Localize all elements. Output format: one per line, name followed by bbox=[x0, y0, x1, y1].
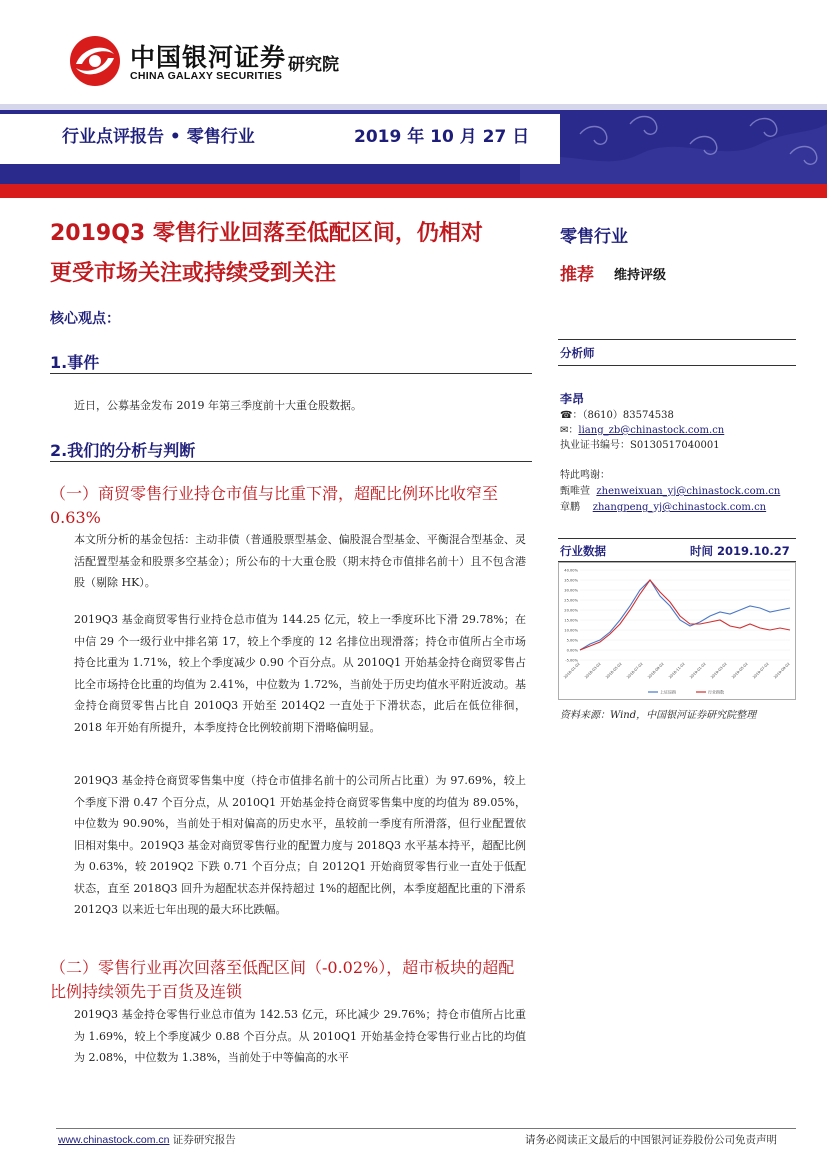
chart-y-tick-label: 15.00% bbox=[564, 618, 578, 623]
footer-website-link[interactable]: www.chinastock.com.cn bbox=[58, 1134, 170, 1146]
chart-x-tick-label: 2018-11-02 bbox=[668, 661, 686, 680]
analyst-email-row bbox=[560, 421, 724, 436]
thanks-name-2: 章鹏 bbox=[560, 502, 580, 513]
company-logo bbox=[68, 34, 388, 94]
analyst-license: 执业证书编号：S0130517040001 bbox=[560, 440, 720, 451]
paragraph-4-text: 2019Q3 基金持仓零售行业总市值为 142.53 亿元，环比减少 29.76%；持仓市值所占比重为 1.69%，较上个季度减少 0.88 个百分点。从 2010Q1 开始基金持仓零售行业占比的均值为 2.08%，中位数为 1.38%，当前处于中等偏高的水平 bbox=[74, 1008, 526, 1064]
chart-frame bbox=[559, 563, 796, 700]
chart-y-tick-label: 5.00% bbox=[566, 638, 578, 643]
chart-x-tick-label: 2019-05-02 bbox=[731, 661, 749, 680]
institute-label: 研究院 bbox=[288, 55, 339, 75]
chart-x-tick-label: 2019-09-02 bbox=[773, 661, 791, 680]
divider bbox=[50, 373, 532, 374]
chart-x-tick-label: 2018-09-02 bbox=[647, 661, 665, 680]
chart-y-tick-label: 10.00% bbox=[564, 628, 578, 633]
subsection-1-title: （一）商贸零售行业持仓市值与比重下滑，超配比例环比收窄至 0.63% bbox=[50, 484, 499, 527]
report-date: 2019 年 10 月 27 日 bbox=[354, 127, 530, 147]
divider bbox=[558, 365, 796, 366]
chart-y-tick-label: -5.00% bbox=[565, 658, 578, 663]
footer-left bbox=[58, 1132, 236, 1147]
report-title bbox=[50, 214, 540, 294]
subsection-2-title: （二）零售行业再次回落至低配区间（-0.02%），超市板块的超配比例持续领先于百货及连锁 bbox=[50, 958, 515, 1001]
paragraph-2-text: 2019Q3 基金商贸零售行业持仓总市值为 144.25 亿元，较上一季度环比下滑 29.78%；在中信 29 个一级行业中排名第 17，较上个季度的 12 名排位出现滑落；持仓市值所占全市场持仓比重为 1.71%，较上个季度减少 0.90 个百分点。从 2010Q1 开始基金持仓商贸零售占比全市场持仓比重的均值为 2.41%，中位数为 1.72%，当前处于历史均值水平附近波动。基金持仓商贸零售占比自 2010Q3 开始至 2014Q2 一直处于下滑状态，此后在低位徘徊，2018 年开始有所提升，本季度持仓比例较前期下滑略偏明显。 bbox=[74, 613, 526, 734]
thanks-row-1 bbox=[560, 482, 780, 497]
chart-x-tick-label: 2019-01-02 bbox=[689, 661, 707, 680]
chart-legend-label-2: 行业指数 bbox=[708, 689, 724, 695]
section-1-text: 近日，公募基金发布 2019 年第三季度前十大重仓股数据。 bbox=[74, 399, 362, 412]
report-title-line-1: 2019Q3 零售行业回落至低配区间，仍相对 bbox=[50, 221, 483, 246]
paragraph-4 bbox=[50, 1004, 526, 1069]
rating-note: 维持评级 bbox=[614, 268, 667, 283]
logo-chinese-name: 中国银河证券 bbox=[130, 43, 287, 72]
section-1-title: 1.事件 bbox=[50, 353, 100, 372]
core-view-label: 核心观点： bbox=[50, 311, 120, 327]
thanks-name-1: 甄唯萱 bbox=[560, 486, 590, 497]
industry-data-header: 行业数据 bbox=[560, 544, 606, 558]
section-2-title: 2.我们的分析与判断 bbox=[50, 441, 196, 460]
paragraph-1 bbox=[50, 529, 526, 594]
report-type: 行业点评报告 • 零售行业 bbox=[62, 127, 255, 147]
industry-data-time: 时间 2019.10.27 bbox=[690, 544, 790, 558]
chart-y-tick-label: 20.00% bbox=[564, 608, 578, 613]
footer-label: 证券研究报告 bbox=[169, 1134, 236, 1146]
chart-y-tick-label: 25.00% bbox=[564, 598, 578, 603]
footer-divider bbox=[56, 1128, 796, 1129]
chart-y-tick-label: 40.00% bbox=[564, 568, 578, 573]
chart-y-tick-label: 0.00% bbox=[566, 648, 578, 653]
chart-x-tick-label: 2018-07-02 bbox=[626, 661, 644, 680]
logo-english-name: CHINA GALAXY SECURITIES bbox=[130, 70, 283, 82]
thanks-email-link-1[interactable]: zhenweixuan_yj@chinastock.com.cn bbox=[596, 486, 781, 497]
divider bbox=[50, 461, 532, 462]
galaxy-logo-icon bbox=[68, 34, 122, 88]
thanks-label: 特此鸣谢： bbox=[560, 470, 610, 481]
paragraph-3 bbox=[50, 770, 526, 921]
chart-x-tick-label: 2019-03-02 bbox=[710, 661, 728, 680]
divider bbox=[558, 339, 796, 340]
chart-x-tick-label: 2018-01-02 bbox=[563, 661, 581, 680]
footer-disclaimer: 请务必阅读正文最后的中国银河证券股份公司免责声明 bbox=[525, 1134, 777, 1146]
paragraph-1-text: 本文所分析的基金包括：主动非债（普通股票型基金、偏股混合型基金、平衡混合型基金、灵活配置型基金和股票多空基金）；所公布的十大重仓股（期末持仓市值排名前十）且不包含港股（剔除 HK）。 bbox=[74, 533, 526, 589]
section-1-paragraph bbox=[50, 395, 526, 417]
chart-legend-label-1: 上证综指 bbox=[660, 689, 676, 695]
chart-source: 资料来源：Wind，中国银河证券研究院整理 bbox=[560, 710, 757, 721]
analyst-phone: ☎：（8610）83574538 bbox=[560, 410, 674, 421]
thanks-email-link-2[interactable]: zhangpeng_yj@chinastock.com.cn bbox=[592, 502, 767, 513]
email-icon: ✉： bbox=[560, 425, 579, 436]
chart-x-tick-label: 2019-07-02 bbox=[752, 661, 770, 680]
banner-red-stripe bbox=[0, 184, 827, 198]
sidebar-industry: 零售行业 bbox=[560, 227, 628, 247]
banner-decoration-icon bbox=[520, 104, 827, 196]
divider bbox=[558, 538, 796, 539]
rating-badge: 推荐 bbox=[560, 265, 594, 285]
chart-y-tick-label: 30.00% bbox=[564, 588, 578, 593]
analyst-header: 分析师 bbox=[560, 346, 595, 360]
chart-x-tick-label: 2018-03-02 bbox=[584, 661, 602, 680]
analyst-name: 李昂 bbox=[560, 392, 585, 406]
chart-y-tick-label: 35.00% bbox=[564, 578, 578, 583]
paragraph-2 bbox=[50, 609, 526, 738]
industry-index-chart bbox=[558, 562, 796, 700]
report-title-line-2: 更受市场关注或持续受到关注 bbox=[50, 261, 337, 286]
analyst-email-link[interactable]: liang_zb@chinastock.com.cn bbox=[578, 425, 725, 436]
chart-x-tick-label: 2018-05-02 bbox=[605, 661, 623, 680]
paragraph-3-text: 2019Q3 基金持仓商贸零售集中度（持仓市值排名前十的公司所占比重）为 97.69%，较上个季度下滑 0.47 个百分点，从 2010Q1 开始基金持仓商贸零售集中度的均值为 89.05%，中位数为 90.90%，当前处于相对偏高的历史水平，虽较前一季度有所滑落，但行业配置依旧相对集中。2019Q3 基金对商贸零售行业的配置力度与 2018Q3 水平基本持平，超配比例为 0.63%，较 2019Q2 下跌 0.71 个百分点；自 2012Q1 开始商贸零售行业一直处于低配状态，直至 2018Q3 回升为超配状态并保持超过 1%的超配比例，本季度超配比重的下滑系 2012Q3 以来近七年出现的最大环比跌幅。 bbox=[74, 774, 526, 916]
thanks-row-2 bbox=[560, 498, 766, 513]
